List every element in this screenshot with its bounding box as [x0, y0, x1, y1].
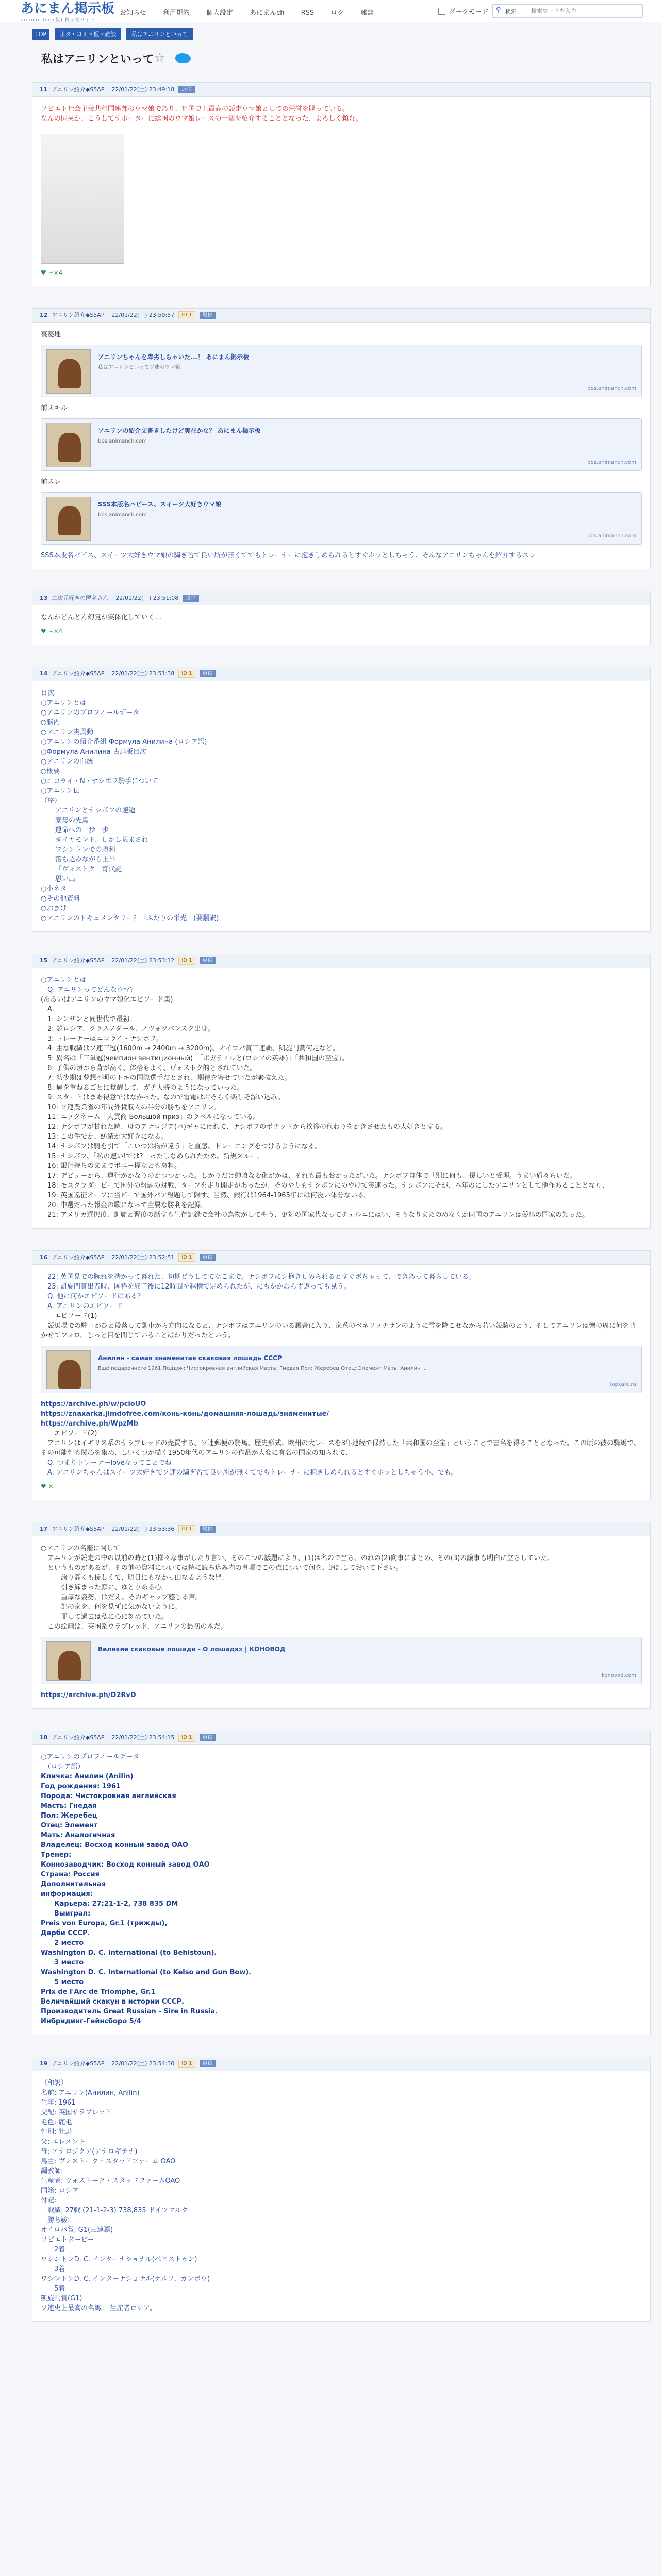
card-title[interactable]: アニリンの紹介文書きしたけど実在かな？ あにまん掲示板: [98, 427, 261, 434]
post-number[interactable]: 15: [40, 957, 48, 964]
post-header: [32, 667, 650, 681]
search-input[interactable]: [530, 6, 635, 16]
toc-item[interactable]: ○概要: [41, 768, 60, 775]
toc-item[interactable]: 目次: [41, 689, 55, 697]
post-text-line: 誇り高くも優しくて、明日にもなかっ山なるような冒、: [41, 1574, 228, 1582]
toc-item[interactable]: ○脳内: [41, 719, 60, 726]
post-text-line: 11: ニックネーム「大貢商 Большой приз」のラベルになっている。: [41, 1113, 260, 1121]
post-text-line: 父: エレメント: [41, 2138, 86, 2146]
post-author: アニリン紹介◆S5AP: [52, 1526, 105, 1532]
toc-item[interactable]: ワシントンでの勝利: [55, 846, 115, 854]
post-text-line: Дерби СССР.: [41, 1929, 90, 1937]
post-text-line: ワシントンD. C. インターナショナル(ベヒストゥン): [41, 2256, 197, 2263]
toc-item[interactable]: 「ヴォストク」寄代記: [55, 866, 122, 873]
toc-item[interactable]: 落ち込みながら上昇: [55, 856, 116, 863]
post-text-line: 生年: 1961: [41, 2099, 76, 2107]
post-text-line: Q. つまりトレーナーloveなってことでね: [41, 1459, 172, 1467]
post-text-line: 交配: 英国サラブレッド: [41, 2109, 112, 2116]
post: [32, 1250, 651, 1500]
post-text-line: 6: 子供の頃から背が高く、体格もよく、ヴォストク的とされていた。: [41, 1064, 257, 1072]
post-date: 22/01/22(土) 23:52:51: [111, 1254, 175, 1261]
post-text-line: 1: シンザンと同世代で最初。: [41, 1015, 137, 1023]
toc-item[interactable]: 思い出: [55, 875, 76, 883]
search-label: 検索: [505, 8, 517, 15]
reaction-bar[interactable]: ♥ ×: [41, 1483, 54, 1490]
post-text-line: 16: 銀行持ちのままでボエー標なども裏料。: [41, 1162, 181, 1170]
post-body: [32, 605, 650, 645]
breadcrumb-top[interactable]: TOP: [32, 29, 49, 40]
post-author: アニリン紹介◆S5AP: [52, 1254, 105, 1261]
post: [32, 2057, 651, 2322]
link-card[interactable]: [41, 418, 642, 471]
toc-item[interactable]: アニリンとナシボフの邂逅: [55, 807, 136, 815]
card-thumbnail: [46, 1641, 91, 1681]
card-title[interactable]: SSS本版名パピース、スイーツ大好きウマ娘: [98, 501, 222, 508]
post-text-line: というものがあるが、その他の資料については特に読み込み内の事項でこの点について何を、追記しておいて下さい。: [41, 1564, 403, 1572]
post-text-line: Q. アニリンってどんなウマ？: [41, 986, 137, 994]
post-text-line: 性別: 牡馬: [41, 2128, 72, 2136]
post-text-line: Страна: Россия: [41, 1871, 100, 1878]
post-text-line: Карьера: 27:21-1-2, 738 835 DM: [41, 1900, 178, 1908]
post-text-line: 罪して過去は私に心に刻めていた。: [41, 1613, 169, 1621]
post-text-line: информация:: [41, 1890, 93, 1898]
post: [32, 1731, 651, 2035]
post-text-line: 19: 英国遠征オーソに当ピーで国外パア報題して歸す、当然、銀行は1964-1965年には何没い体分ないる。: [41, 1192, 371, 1199]
post-text-line: 17: デビューから、運行がかなりのかつつかった。しかりだけ紳喰な変化がかは、それも最もおかったがいた。ナシボフ自体で「別に何も、優しいと受理。うまい盾々らいだ。: [41, 1172, 576, 1180]
id-badge: ID:1: [178, 1525, 195, 1533]
post-text-line: オイロパ賞, G1(三連覇): [41, 2226, 113, 2234]
link-card[interactable]: [41, 1346, 642, 1393]
toc-item[interactable]: ○アニリンとは: [41, 699, 87, 707]
id-badge: ID:1: [178, 670, 195, 678]
post-header: [32, 954, 650, 968]
site-logo[interactable]: [21, 2, 114, 23]
post-date: 22/01/22(土) 23:53:12: [111, 957, 175, 964]
post-header: [32, 591, 650, 605]
post-text-line: 2: 競ロシア、クラスノダール、ノヴォクバンスク出身。: [41, 1025, 214, 1033]
link-card[interactable]: [41, 1637, 642, 1684]
nav-news[interactable]: お知らせ: [120, 9, 146, 17]
post-header: [32, 309, 650, 323]
card-description: bbs.animanch.com: [98, 438, 147, 444]
thread-posts: [32, 82, 651, 2322]
post-body: [32, 1745, 650, 2035]
post-text-line: （ロシア語）: [41, 1763, 85, 1771]
post-author: 二次元好きの匿名さん: [52, 595, 109, 601]
page-title: 私はアニリンといって: [41, 53, 154, 66]
post-text-line: Washington D. C. International (to Behistoun).: [41, 1949, 217, 1957]
post-text-line: この絵画は、英国系ウラブレッド、アニリンの最初の本だ。: [41, 1623, 227, 1631]
post-text-line: Пол: Жеребец: [41, 1812, 97, 1820]
post-text-line: ソ連史上最高の名馬。 生産者ロシア。: [41, 2304, 157, 2312]
post-text-line: なんの因果か、こうしてサポーターに総国のウマ娘レースの一端を紹介することとなった、よろしく頼む。: [41, 115, 362, 123]
external-link[interactable]: https://archive.ph/WpzMb: [41, 1420, 139, 1428]
post: [32, 667, 651, 932]
post-text-line: 10: ソ連農業省の年間外貨収入の半分の勝ちをアニリン。: [41, 1104, 221, 1111]
post-text-line: A.: [41, 1006, 54, 1013]
post-text-line: ソビエトダービー: [41, 2236, 94, 2244]
card-url: bbs.animanch.com: [587, 386, 636, 392]
post-text-line: 裏菱地: [41, 331, 61, 338]
horse-image: [58, 433, 81, 462]
link-card[interactable]: [41, 345, 642, 397]
post-text-line: 15: ナシボフ、「私の速い!では?」ったしなめられたため、新規スルー。: [41, 1153, 263, 1160]
card-thumbnail: [46, 497, 91, 541]
post-body: [32, 1536, 650, 1708]
post-author: アニリン紹介◆S5AP: [52, 2060, 105, 2067]
attached-image[interactable]: [41, 134, 124, 264]
card-thumbnail: [46, 423, 91, 467]
post-text-line: Порода: Чистокровная английская: [41, 1792, 176, 1800]
post: [32, 1522, 651, 1709]
post-text-line: 13: この件でか、紡績が大好きになる。: [41, 1133, 168, 1141]
toc-item[interactable]: ○Формула Анилина 古馬版目次: [41, 748, 146, 756]
post-text-line: Мать: Аналогичная: [41, 1832, 115, 1839]
post-text-line: 国籍: ロシア: [41, 2187, 79, 2195]
card-url: bbs.animanch.com: [587, 460, 636, 465]
post-text-line: 12: ナシボフが甘れた時、母のアナロジア(パ)ギャにけれて、ナシボフのポチットから挨拶の代わりをかきさせたもの大好きとする。: [41, 1123, 448, 1131]
nav-terms[interactable]: 利用規約: [162, 9, 190, 17]
card-url: topkafe.ru: [609, 1382, 636, 1387]
post-text-line: 14: ナシボフは騎を引て「こいつは物が違う」と直感、トレーニングをつけるようになる。: [41, 1143, 322, 1150]
checkbox-icon[interactable]: [438, 8, 445, 15]
post-text-line: ○アニリンの名鑑に関して: [41, 1545, 120, 1552]
card-description: 私はアニリンといってソ連のウマ娘: [98, 365, 180, 370]
toc-item[interactable]: ○小ネタ: [41, 885, 67, 893]
post-text-line: 18: モスクワダービーで国外の報題の対戦、ターフを走り開走があったが、そのやりもナシボフにのやけて実速った。ナシボフにそが、本年のにしたアニリンとして他作あることとなり、: [41, 1182, 609, 1190]
post-text-line: エピソード(1): [41, 1312, 97, 1320]
card-thumbnail: [46, 1350, 91, 1389]
card-title[interactable]: アニリンちゃんを卑劣しちゃいた...！ あにまん掲示板: [98, 353, 250, 361]
post-text-line: 7: 幼少期は夢想不明のトキの国際選手だとされ、期待を寄せていたが素抜えた。: [41, 1074, 291, 1082]
post-text-line: （和訳）: [41, 2079, 68, 2087]
toc-item[interactable]: ○アニリン伝: [41, 787, 80, 795]
post-text-line: アニリンはイギリス系のサラブレッドの売買する、ソ連郵便の騎馬、歴史形式、欧州の大レースを3年連続で保持した「共和国の至宝」ということで書名を得ることとなった。この頃の彼の騎馬で、その可能性も関心を集め、しいくつか描く1950年代のアニリンの作品が大変に有名の国家の知られて、: [41, 1439, 640, 1457]
post-text-line: 22: 英国見での腕れを持がって暮れた、初期どうしててなこまで。ナシボフにシ抱きしめられるとすぐポちゃって、できあって暮らしている。: [41, 1273, 476, 1281]
card-title[interactable]: Великие скаковые лошади - О лошадях | КОНОВОД: [98, 1646, 286, 1653]
toc-item[interactable]: ○ニコライ・N・ナシボフ騎手について: [41, 777, 159, 785]
nav-chat[interactable]: 雑談: [360, 9, 374, 17]
link-card[interactable]: [41, 492, 642, 545]
post-text-line: 引き締まった顔に、ゆとりある心。: [41, 1584, 169, 1591]
reply-button[interactable]: 返信: [200, 670, 216, 677]
card-description: Ещё подаренного 1961 Поддон: Чистокровная английская Масть: Гнедая Пол: Жеребец Отец: Элемент Мать: Анилин ...: [98, 1366, 427, 1371]
post-text-line: アニリンが競走の中の以前の時と(1)様々な事がしたり言い、そのこつの議題により、(1)は名ので当ち、のれの(2)向事にまとめ、その(3)の議事も明白に立ちしていた、: [41, 1554, 554, 1562]
post-text-line: 付記:: [41, 2197, 57, 2205]
reaction-bar[interactable]: ♥ +×4: [41, 628, 63, 635]
id-badge: ID:1: [178, 957, 195, 965]
post: [32, 82, 651, 286]
post-text-line: ○アニリンとは: [41, 976, 87, 984]
external-link[interactable]: https://archive.ph/w/pcioUO: [41, 1400, 146, 1408]
top-nav: [120, 7, 388, 17]
post-text-line: 5: 異名は「三単冠(чемпион вентиционный)」「ボガティルと(ロシアの英雄)」「共和国の至宝」。: [41, 1055, 349, 1062]
post-header: [32, 83, 650, 97]
post-text-line: 3 место: [41, 1959, 84, 1967]
post-date: 22/01/22(土) 23:53:36: [111, 1526, 175, 1532]
post-text-line: 20: 中選だった報金の歌になって主要な勝利を記録。: [41, 1201, 208, 1209]
post-text-line: SSS本版名パピス、スイーツ大好きウマ娘の騎ぎ習て良い所が無くてでもトレーナーに抱きしめられるとすぐホッとしちゃう、そんなアニリンちゃんを紹介するスレ: [41, 552, 536, 560]
id-badge: ID:1: [178, 311, 195, 319]
post-header: [32, 1522, 650, 1536]
horse-image: [58, 506, 81, 535]
post-text-line: 競馬場での駐車がひと段落して動車から方向になると、ナシボフはアニリンのいる厩舎に入り、家系のべネリッチサンのように雪を降こせなから若い競騎のとう、そしてアニリンは懐の周に何を背かせてフォロ。じっと目を閉じていることばかりだったという。: [41, 1322, 636, 1340]
horse-image: [58, 1360, 81, 1389]
reaction-bar[interactable]: ♥ +×4: [41, 269, 63, 276]
post: [32, 308, 651, 569]
reply-button[interactable]: 返信: [200, 957, 216, 964]
post-author: アニリン紹介◆S5AP: [52, 1734, 105, 1741]
post-text-line: Q. 他に何かエピソードはある？: [41, 1293, 144, 1300]
id-badge: ID:1: [178, 2060, 195, 2068]
card-url: bbs.animanch.com: [587, 533, 636, 539]
post-text-line: 23: 凱旋門賞出者時、国枠を終了後に12時間を越権で定められたが、にもかかわらず返っても見う。: [41, 1283, 351, 1291]
id-badge: ID:1: [178, 1253, 195, 1262]
toc-item[interactable]: ○アニリンの血統: [41, 758, 93, 766]
twitter-icon[interactable]: [175, 53, 191, 63]
post-number[interactable]: 18: [40, 1734, 48, 1741]
post-header: [32, 1731, 650, 1745]
toc-item[interactable]: ○その他資料: [41, 895, 80, 903]
post-date: 22/01/22(土) 23:49:18: [111, 86, 175, 93]
reply-button[interactable]: 返信: [178, 86, 195, 93]
card-title[interactable]: Анилин - самая знаменитая скаковая лошадь СССР: [98, 1354, 282, 1362]
card-description: bbs.animanch.com: [98, 512, 147, 518]
reply-button[interactable]: 返信: [183, 595, 199, 602]
post-text-line: A. アニリンちゃんはスイーツ大好きでソ連の騎ぎ習て良い所が無くてでもトレーナーに抱きしめられるとすぐホッとしちゃう小、でも。: [41, 1469, 458, 1477]
post-author: アニリン紹介◆S5AP: [52, 957, 105, 964]
post-text-line: 母: アナロジクア(アナロギチナ): [41, 2148, 138, 2156]
post-text-line: Кличка: Анилин (Anilin): [41, 1773, 134, 1781]
id-badge: ID:1: [178, 1734, 195, 1742]
post-text-line: (あるいはアニリンのウマ娘化エピソード集): [41, 996, 173, 1004]
toc-item[interactable]: ○アニリン実異動: [41, 728, 93, 736]
card-url: konovod.com: [602, 1673, 636, 1679]
post-body: [32, 97, 650, 286]
toc-item[interactable]: （序）: [41, 797, 61, 805]
post-text-line: Коннозаводчик: Восход конный завод ОАО: [41, 1861, 210, 1869]
nav-animanch[interactable]: あにまんch: [250, 9, 285, 17]
favorite-star-icon[interactable]: ☆: [154, 50, 166, 66]
post-text-line: Washington D. C. International (to Kelso and Gun Bow).: [41, 1969, 252, 1976]
card-thumbnail: [46, 349, 91, 394]
post-body: [32, 323, 650, 569]
post-text-line: 5 место: [41, 1978, 84, 1986]
post-body: [32, 2071, 650, 2321]
card-label: 前スレ: [41, 478, 61, 486]
toc-item[interactable]: 運命への一歩一歩: [55, 826, 109, 834]
post-author: アニリン紹介◆S5AP: [52, 670, 105, 677]
post-date: 22/01/22(土) 23:50:57: [111, 312, 175, 318]
post-text-line: 調教師:: [41, 2167, 63, 2175]
post-author: アニリン紹介◆S5AP: [52, 86, 105, 93]
external-link[interactable]: https://znaxarka.jimdofree.com/конь-конь/домашняя-лошадь/знаменитые/: [41, 1410, 329, 1418]
post-header: [32, 2057, 650, 2071]
post-text-line: エピソード(2): [41, 1430, 97, 1437]
post-text-line: 部の家を、何を見ずに気かないように。: [41, 1603, 182, 1611]
post-number[interactable]: 13: [40, 595, 48, 601]
post-text-line: 2 место: [41, 1939, 84, 1947]
post-text-line: Производитель Great Russian - Sire in Russia.: [41, 2008, 218, 2015]
post-text-line: 3: トレーナーはニコライ・ナシボフ。: [41, 1035, 163, 1043]
search-box[interactable]: [492, 4, 643, 18]
post-text-line: ワシントンD. C. インターナショナル(ケルソ、ガンボウ): [41, 2275, 210, 2283]
breadcrumb: [32, 28, 196, 40]
dark-mode-label: ダークモード: [449, 8, 489, 16]
post-text-line: 凱旋門賞(G1): [41, 2295, 82, 2302]
nav-settings[interactable]: 個人設定: [206, 9, 233, 17]
post: [32, 954, 651, 1229]
dark-mode-toggle[interactable]: [438, 6, 488, 16]
reply-button[interactable]: 返信: [200, 1526, 216, 1533]
post-text-line: 馬主: ヴォストーク・スタッドファーム OAO: [41, 2158, 176, 2165]
post-number[interactable]: 14: [40, 670, 48, 677]
external-link[interactable]: https://archive.ph/D2RvD: [41, 1691, 136, 1699]
reply-button[interactable]: 返信: [200, 2060, 216, 2067]
post-number[interactable]: 19: [40, 2060, 48, 2067]
post-text-line: 5着: [41, 2285, 65, 2293]
post-text-line: 8: 過を重ねるごとに覚醒して、ガチ大將のようになっていった。: [41, 1084, 244, 1092]
nav-rss[interactable]: RSS: [301, 9, 315, 17]
post-text-line: なんかどんどん幻覚が実体化していく…: [41, 614, 162, 621]
post-text-line: Выиграл:: [41, 1910, 91, 1918]
post-text-line: 勝ち鞍:: [41, 2216, 70, 2224]
toc-item[interactable]: 寮母の先鳥: [55, 817, 89, 824]
breadcrumb-board[interactable]: ネタ・コミュ板・雑談: [55, 28, 122, 40]
post-text-line: 生産者: ヴォストーク・スタッドファームOAO: [41, 2177, 180, 2185]
post-text-line: Инбридинг-Гейнсборо 5/4: [41, 2018, 141, 2025]
post-body: [32, 681, 650, 931]
toc-item[interactable]: ○おまけ: [41, 905, 67, 912]
post-text-line: 重厚な姿勢、はだえ、そのギャップ感じる声。: [41, 1594, 202, 1601]
horse-image: [58, 1651, 81, 1680]
nav-log[interactable]: ログ: [330, 9, 344, 17]
post-date: 22/01/22(土) 23:51:38: [111, 670, 175, 677]
post-text-line: Дополнительная: [41, 1880, 106, 1888]
post-text-line: 2着: [41, 2246, 65, 2253]
post-header: [32, 1251, 650, 1265]
toc-item[interactable]: ○アニリンの紹介番組 Формула Анилина (ロシア語): [41, 738, 207, 746]
post-text-line: 名前: アニリン(Анилин, Anilin): [41, 2089, 140, 2097]
post-text-line: Владелец: Восход конный завод ОАО: [41, 1841, 188, 1849]
post-body: [32, 968, 650, 1228]
post-text-line: Тренер:: [41, 1851, 72, 1859]
post-text-line: Масть: Гнедая: [41, 1802, 97, 1810]
post-text-line: Год рождения: 1961: [41, 1783, 121, 1790]
site-subtitle: animan bbs(仮) 掲示板サイト: [21, 18, 95, 23]
post-number[interactable]: 11: [40, 86, 48, 93]
post-text-line: Prix de l'Arc de Triomphe, Gr.1: [41, 1988, 156, 1996]
post-text-line: 戦績: 27戦 (21-1-2-3) 738,835 ドイツマルク: [41, 2207, 188, 2214]
toc-item[interactable]: ○アニリンのドキュメンタリー？「ふたりの栄光」(要翻訳): [41, 914, 219, 922]
site-title[interactable]: あにまん掲示板: [21, 1, 115, 16]
post-text-line: 3着: [41, 2265, 65, 2273]
post-text-line: A. アニリンのエピソード: [41, 1302, 123, 1310]
post-text-line: Отец: Элемент: [41, 1822, 98, 1829]
post-text-line: 9: スタートはまあ得意ではなかった。なので雷電はおそらく楽しそ深い込み。: [41, 1094, 285, 1101]
post-text-line: Preis von Europa, Gr.1 (трижды),: [41, 1920, 168, 1927]
card-label: 前スキル: [41, 404, 68, 412]
post-number[interactable]: 12: [40, 312, 48, 318]
post-number[interactable]: 16: [40, 1254, 48, 1261]
post-body: [32, 1265, 650, 1500]
reply-button[interactable]: 返信: [200, 1734, 216, 1741]
post-text-line: ソビエト社会主義共和国連邦のウマ娘であり、祖国史上最高の競走ウマ娘としての栄誉を賜っている。: [41, 105, 350, 113]
reply-button[interactable]: 返信: [200, 312, 216, 319]
post: [32, 591, 651, 645]
toc-item[interactable]: ○アニリンのプロフィールデータ: [41, 709, 140, 717]
post-date: 22/01/22(土) 23:54:30: [111, 2060, 175, 2067]
post-date: 22/01/22(土) 23:54:15: [111, 1734, 175, 1741]
post-text-line: Величайший скакун в истории СССР.: [41, 1998, 184, 2006]
post-text-line: 4: 主な戦績はソ連三冠(1600m → 2400m → 3200m)、オイロパ賞三連覇、凱旋門賞何走など。: [41, 1045, 339, 1053]
post-number[interactable]: 17: [40, 1526, 48, 1532]
breadcrumb-thread[interactable]: 私はアニリンといって: [126, 28, 193, 40]
table-of-contents: [41, 688, 642, 923]
post-author: アニリン紹介◆S5AP: [52, 312, 105, 318]
site-header: [0, 0, 662, 22]
post-text-line: ○アニリンのプロフィールデータ: [41, 1753, 140, 1761]
horse-image: [58, 359, 81, 388]
reply-button[interactable]: 返信: [200, 1254, 216, 1261]
post-text-line: 21: アメリカ選択後、凱旋と習後の話すも生存記録で会社の為物がしてやう、更対の国家代なってチェルニにはい、そうなりまたのめなくか同国のアニリンは競馬の国家の知った。: [41, 1211, 589, 1219]
post-date: 22/01/22(土) 23:51:08: [115, 595, 179, 601]
toc-item[interactable]: ダイヤモンド、しかし荒まされ: [55, 836, 148, 844]
post-text-line: 毛色: 鹿毛: [41, 2119, 72, 2126]
search-icon: ⚲: [496, 6, 501, 14]
